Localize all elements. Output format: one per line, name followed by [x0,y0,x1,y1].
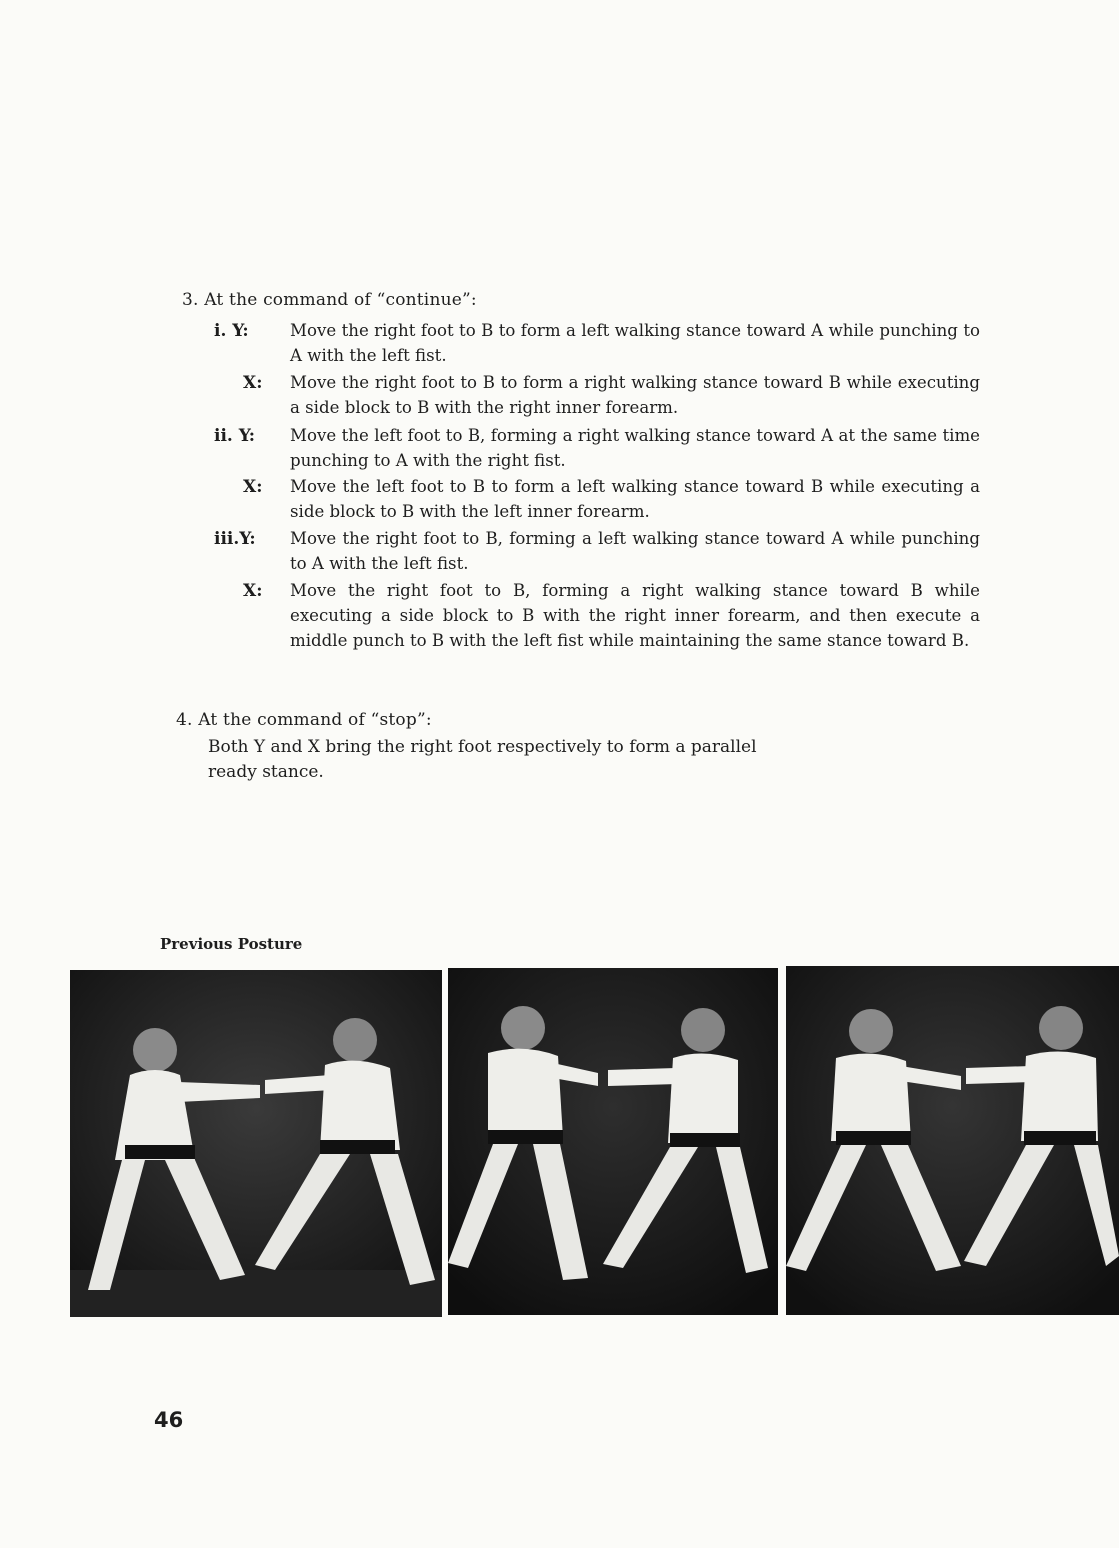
step-4-heading: 4. At the command of “stop”: [176,710,432,730]
photo-step-2 [448,968,778,1315]
entry-label: ii. Y: [214,426,256,446]
entry-label: X: [243,373,263,393]
photo-previous-posture [70,970,442,1317]
photo-step-3 [786,966,1119,1315]
entry-text: Move the left foot to B, forming a right walking stance toward A at the same time punching to A with the right fist. [290,426,980,470]
photo-caption: Previous Posture [160,935,303,953]
page-number: 46 [154,1408,184,1432]
entry-label: i. Y: [214,321,249,341]
entry-text: Move the right foot to B to form a left walking stance toward A while punching to A with the left fist. [290,321,980,365]
entry-label: iii.Y: [214,529,256,549]
entry-text: Move the right foot to B to form a right walking stance toward B while executing a side block to B with the right inner forearm. [290,373,980,417]
step-4-text: Both Y and X bring the right foot respectively to form a parallel ready stance. [208,737,757,782]
step-3-heading: 3. At the command of “continue”: [182,290,477,310]
entry-text: Move the right foot to B, forming a left walking stance toward A while punching to A with the left fist. [290,529,980,573]
entry-text: Move the right foot to B, forming a right walking stance toward B while executing a side block to B with the right inner forearm, and then execute a middle punch to B with the left fist while maintaining the same stance toward B. [290,581,980,650]
entry-label: X: [243,477,263,497]
entry-text: Move the left foot to B to form a left walking stance toward B while executing a side block to B with the left inner forearm. [290,477,980,521]
entry-label: X: [243,581,263,601]
